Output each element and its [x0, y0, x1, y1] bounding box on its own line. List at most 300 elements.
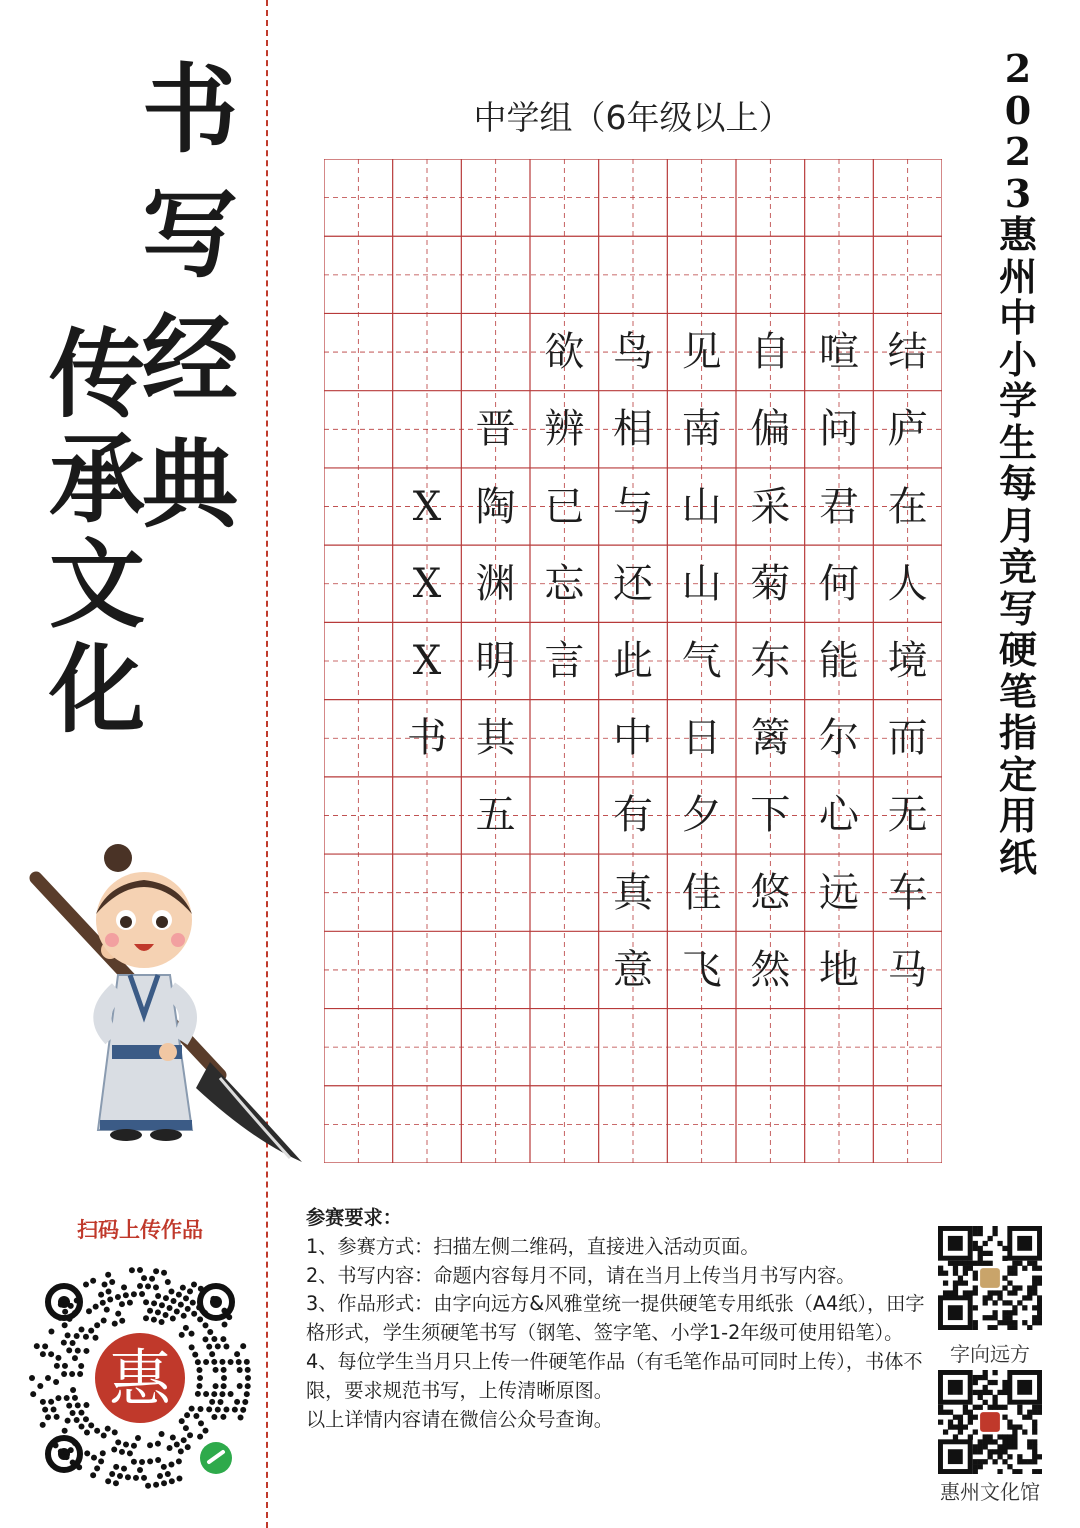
mini-code-dot [232, 1407, 238, 1413]
qr-module [992, 1325, 997, 1330]
mini-code-dot [135, 1435, 141, 1441]
grid-character: 偏 [750, 406, 791, 453]
mini-code-dot [72, 1310, 78, 1316]
mini-code-dot [215, 1343, 221, 1349]
title-char: 惠 [998, 212, 1037, 257]
qr-module [963, 1271, 968, 1276]
grid-character: 悠 [750, 869, 791, 916]
qr-module [1032, 1280, 1037, 1285]
mini-code-dot [102, 1281, 108, 1287]
mini-code-dot [62, 1363, 68, 1369]
qr-module [1007, 1439, 1012, 1444]
mini-code-dot [78, 1424, 84, 1430]
mini-code-dot [192, 1352, 198, 1358]
qr-module [992, 1370, 997, 1375]
qr-module [938, 1410, 943, 1415]
qr-module [978, 1261, 983, 1266]
qr-module [1012, 1261, 1017, 1266]
mini-code-dot [98, 1458, 104, 1464]
mini-code-dot [137, 1267, 143, 1273]
qr-module [978, 1395, 983, 1400]
qr-module [1002, 1444, 1007, 1449]
mini-code-dot [147, 1442, 153, 1448]
qr-module [1032, 1285, 1037, 1290]
qr-module [968, 1290, 973, 1295]
qr-module [1037, 1276, 1042, 1281]
qr-module [963, 1424, 968, 1429]
calligraphy-chuancheng-wenhua [42, 318, 152, 746]
mini-code-dot [55, 1395, 61, 1401]
mini-code-dot [83, 1402, 89, 1408]
callig-char: 承 [49, 423, 145, 536]
mini-code-dot [131, 1459, 137, 1465]
mini-code-dot [222, 1322, 228, 1328]
mini-code-dot [109, 1279, 115, 1285]
qr-module [1007, 1290, 1012, 1295]
mini-code-dot [159, 1431, 165, 1437]
qr-module [963, 1280, 968, 1285]
mini-code-dot [223, 1406, 229, 1412]
qr-module [992, 1226, 997, 1231]
qr-module [988, 1434, 993, 1439]
mini-code-dot [147, 1458, 153, 1464]
qr-module [953, 1290, 958, 1295]
qr-module [938, 1405, 943, 1410]
mini-code-dot [68, 1303, 74, 1309]
qr-module [1007, 1271, 1012, 1276]
mini-code-dot [196, 1367, 202, 1373]
mini-code-dot [178, 1302, 184, 1308]
grid-character: 篱 [750, 715, 791, 762]
qr-finder [1017, 1236, 1032, 1251]
mini-code-dot [202, 1336, 208, 1342]
mini-code-dot [137, 1283, 143, 1289]
mini-code-dot [170, 1435, 176, 1441]
qr-module [992, 1315, 997, 1320]
mini-code-dot [155, 1441, 161, 1447]
mini-code-dot [183, 1425, 189, 1431]
qr-module [1027, 1325, 1032, 1330]
mini-code-dot [191, 1281, 197, 1287]
grid-character: 真 [612, 869, 653, 916]
mini-code-dot [93, 1304, 99, 1310]
mini-code-dot [147, 1308, 153, 1314]
qr-module [983, 1434, 988, 1439]
qr-module [1002, 1285, 1007, 1290]
mini-code-dot [221, 1383, 227, 1389]
mini-code-dot [226, 1314, 232, 1320]
mini-code-dot [161, 1270, 167, 1276]
mini-code-dot [153, 1268, 159, 1274]
qr-module [983, 1385, 988, 1390]
qr-module [1012, 1320, 1017, 1325]
qr-module [978, 1251, 983, 1256]
qr-module [1012, 1434, 1017, 1439]
mini-code-dot [195, 1359, 201, 1365]
qr-module [1022, 1429, 1027, 1434]
grid-character: 采 [750, 483, 791, 530]
qr-module [997, 1295, 1002, 1300]
mini-code-dot [209, 1399, 215, 1405]
mini-code-dot [190, 1300, 196, 1306]
title-char: 学 [998, 378, 1037, 423]
grid-character: 而 [887, 715, 928, 762]
mini-code-dot [236, 1359, 242, 1365]
grid-character: 然 [750, 946, 791, 993]
mini-program-code[interactable] [24, 1262, 256, 1494]
grid-character: 东 [750, 638, 791, 684]
mini-code-dot [217, 1399, 223, 1405]
mini-code-dot [42, 1407, 48, 1413]
qr-module [1002, 1310, 1007, 1315]
qr-logo-badge [980, 1412, 1000, 1432]
qr-module [1007, 1424, 1012, 1429]
mini-code-dot [193, 1413, 199, 1419]
qr-module [1032, 1469, 1037, 1474]
mini-code-dot [74, 1333, 80, 1339]
mini-code-dot [69, 1371, 75, 1377]
mini-code-dot [179, 1418, 185, 1424]
qr-module [1027, 1410, 1032, 1415]
qr-module [992, 1290, 997, 1295]
qr-module [1012, 1285, 1017, 1290]
qr-module [973, 1464, 978, 1469]
mini-code-dot [219, 1391, 225, 1397]
title-char: 指 [998, 710, 1037, 755]
mini-code-dot [178, 1448, 184, 1454]
qr-module [978, 1246, 983, 1251]
grid-character: 见 [681, 329, 722, 376]
grid-character: 何 [818, 560, 859, 607]
title-char: 纸 [998, 834, 1037, 880]
mini-code-dot [195, 1391, 201, 1397]
mini-code-dot [121, 1466, 127, 1472]
qr-module [968, 1261, 973, 1266]
grid-character: 意 [612, 946, 653, 993]
callig-char: 化 [49, 633, 145, 746]
qr-module [997, 1405, 1002, 1410]
mini-code-dot [51, 1406, 57, 1412]
mini-code-dot [240, 1407, 246, 1413]
qr-module [992, 1459, 997, 1464]
qr-module [992, 1380, 997, 1385]
qr-module [983, 1261, 988, 1266]
callig-char: 传 [49, 318, 145, 431]
grid-character: 无 [887, 792, 928, 839]
mini-code-dot [155, 1457, 161, 1463]
qr-module [983, 1300, 988, 1305]
qr-module [973, 1449, 978, 1454]
qr-module [968, 1434, 973, 1439]
grid-character: 山 [681, 560, 722, 607]
qr-module [1002, 1434, 1007, 1439]
mini-code-dot [123, 1292, 129, 1298]
mini-code-dot [40, 1399, 46, 1405]
grid-character: 其 [475, 715, 516, 762]
grid-character: 自 [750, 329, 791, 376]
qr-module [958, 1424, 963, 1429]
qr-module [1032, 1420, 1037, 1425]
mini-code-dot [72, 1395, 78, 1401]
qr-module [968, 1415, 973, 1420]
mini-code-dot [98, 1292, 104, 1298]
qr-module [953, 1261, 958, 1266]
mini-code-dot [196, 1305, 202, 1311]
mini-code-dot [185, 1306, 191, 1312]
mini-code-dot [75, 1348, 81, 1354]
mini-code-dot [127, 1300, 133, 1306]
mini-code-dot [94, 1465, 100, 1471]
mini-code-dot [197, 1375, 203, 1381]
qr-finder [1017, 1380, 1032, 1395]
mini-code-dot [72, 1440, 78, 1446]
qr-finder [948, 1380, 963, 1395]
mini-code-dot [129, 1267, 135, 1273]
title-char: 竞 [998, 544, 1037, 589]
mini-code-dot [88, 1422, 94, 1428]
grid-character: 佳 [681, 869, 722, 916]
qr-module [1037, 1469, 1042, 1474]
qr-module [973, 1459, 978, 1464]
qr-module [948, 1424, 953, 1429]
mini-code-dot [240, 1343, 246, 1349]
mini-code-dot [202, 1428, 208, 1434]
qr-module [973, 1246, 978, 1251]
qr-module [978, 1449, 983, 1454]
grid-character: 晋 [475, 406, 516, 453]
mini-code-dot [62, 1322, 68, 1328]
mini-code-dot [210, 1296, 216, 1302]
mini-code-dot [109, 1471, 115, 1477]
qr-module [988, 1295, 993, 1300]
qr-module [1022, 1320, 1027, 1325]
qr-module [983, 1315, 988, 1320]
title-char: 2 [1004, 46, 1032, 91]
mini-code-dot [161, 1480, 167, 1486]
mini-code-dot [78, 1326, 84, 1332]
qr-module [938, 1271, 943, 1276]
qr-module [938, 1420, 943, 1425]
mini-code-dot [115, 1439, 121, 1445]
mini-code-dot [29, 1375, 35, 1381]
mini-code-dot [48, 1351, 54, 1357]
qr-module [943, 1271, 948, 1276]
grid-character: 尔 [818, 715, 859, 762]
mini-code-dot [57, 1315, 63, 1321]
mini-code-dot [183, 1325, 189, 1331]
qr-module [973, 1405, 978, 1410]
qr-module [1002, 1380, 1007, 1385]
vertical-title [990, 48, 1046, 878]
qr-module [992, 1310, 997, 1315]
qr-module [1032, 1276, 1037, 1281]
title-char: 中 [998, 295, 1037, 340]
mini-code-dot [125, 1474, 131, 1480]
mini-code-dot [141, 1475, 147, 1481]
requirement-line: 2、书写内容：命题内容每月不同，请在当月上传当月书写内容。 [306, 1263, 856, 1287]
qr-finder [948, 1449, 963, 1464]
qr-module [1022, 1305, 1027, 1310]
title-char: 3 [1004, 170, 1032, 216]
qr-module [983, 1400, 988, 1405]
qr-module [1027, 1415, 1032, 1420]
mini-code-dot [123, 1442, 129, 1448]
qr-module [1017, 1261, 1022, 1266]
mini-code-dot [242, 1399, 248, 1405]
title-char: 月 [998, 502, 1037, 548]
mini-code-dot [245, 1383, 251, 1389]
mini-code-dot [74, 1298, 80, 1304]
qr-module [983, 1459, 988, 1464]
qr-module [997, 1454, 1002, 1459]
qr-module [1027, 1261, 1032, 1266]
qr-module [968, 1410, 973, 1415]
mini-code-dot [70, 1410, 76, 1416]
mini-code-dot [197, 1406, 203, 1412]
mini-code-dot [84, 1450, 90, 1456]
title-char: 小 [998, 336, 1037, 382]
mini-code-dot [101, 1317, 107, 1323]
qr-module [1002, 1405, 1007, 1410]
mini-code-dot [78, 1410, 84, 1416]
qr-module [1012, 1266, 1017, 1271]
qr-code-ziyangyuanfang[interactable] [938, 1226, 1042, 1330]
mini-code-dot [94, 1322, 100, 1328]
qr-module [973, 1469, 978, 1474]
qr-module [1002, 1276, 1007, 1281]
mini-code-dot [198, 1420, 204, 1426]
mini-code-dot [54, 1363, 60, 1369]
mini-code-dot [37, 1383, 43, 1389]
mini-code-dot [187, 1432, 193, 1438]
qr-module [992, 1231, 997, 1236]
mini-code-dot [179, 1332, 185, 1338]
mini-code-dot [64, 1395, 70, 1401]
grid-character: 山 [681, 483, 722, 530]
qr-module [1002, 1459, 1007, 1464]
title-char: 写 [998, 585, 1037, 631]
mini-code-dot [106, 1289, 112, 1295]
tianzige-writing-grid [324, 159, 942, 1163]
qr-module [1007, 1444, 1012, 1449]
qr-module [983, 1390, 988, 1395]
qr-module [997, 1290, 1002, 1295]
qr-module [1017, 1300, 1022, 1305]
qr-code-huizhou-culture-center[interactable] [938, 1370, 1042, 1474]
qr-module [1037, 1280, 1042, 1285]
mini-code-dot [215, 1407, 221, 1413]
qr-module [1002, 1300, 1007, 1305]
qr-module [988, 1380, 993, 1385]
qr-module [1022, 1266, 1027, 1271]
mini-code-dot [66, 1403, 72, 1409]
requirements-title: 参赛要求： [306, 1206, 402, 1229]
qr-module [1007, 1320, 1012, 1325]
qr-module [953, 1280, 958, 1285]
qr-module [1017, 1459, 1022, 1464]
qr-module [1027, 1290, 1032, 1295]
qr-module [1017, 1469, 1022, 1474]
mini-code-dot [101, 1433, 107, 1439]
mini-code-dot [70, 1387, 76, 1393]
mini-code-dot [100, 1450, 106, 1456]
mini-code-dot [187, 1288, 193, 1294]
mini-code-dot [211, 1336, 217, 1342]
qr-module [1017, 1410, 1022, 1415]
mini-code-dot [165, 1279, 171, 1285]
mini-code-dot [62, 1309, 68, 1315]
qr-module [948, 1290, 953, 1295]
mini-code-dot [83, 1281, 89, 1287]
qr-finder [948, 1236, 963, 1251]
mini-code-dot [55, 1355, 61, 1361]
qr-module [1002, 1390, 1007, 1395]
qr-module [978, 1459, 983, 1464]
qr-module [958, 1429, 963, 1434]
grid-character: 相 [612, 406, 653, 453]
qr-module [953, 1266, 958, 1271]
mini-code-dot [119, 1301, 125, 1307]
qr-module [968, 1420, 973, 1425]
mini-code-dot [221, 1375, 227, 1381]
mini-code-dot [237, 1367, 243, 1373]
mini-code-dot [151, 1300, 157, 1306]
qr-module [1002, 1315, 1007, 1320]
mini-code-dot [176, 1458, 182, 1464]
callig-char: 书 [142, 53, 238, 166]
mini-code-dot [83, 1348, 89, 1354]
mini-code-center-char: 惠 [108, 1342, 172, 1415]
qr-module [992, 1395, 997, 1400]
qr-module [988, 1449, 993, 1454]
qr-module [1037, 1320, 1042, 1325]
mini-code-dot [48, 1399, 54, 1405]
mini-code-dot [40, 1351, 46, 1357]
qr-module [1007, 1280, 1012, 1285]
qr-module [1027, 1459, 1032, 1464]
qr-module [988, 1261, 993, 1266]
qr-module [958, 1420, 963, 1425]
qr-module [1007, 1454, 1012, 1459]
grid-character: X [412, 483, 442, 530]
mini-code-dot [168, 1289, 174, 1295]
mini-code-dot [83, 1416, 89, 1422]
callig-char: 写 [142, 178, 238, 291]
mini-code-dot [112, 1321, 118, 1327]
mini-code-dot [58, 1302, 64, 1308]
qr-module [953, 1424, 958, 1429]
qr-module [988, 1454, 993, 1459]
qr-module [1017, 1424, 1022, 1429]
qr-module [948, 1261, 953, 1266]
qr-module [973, 1276, 978, 1281]
qr-module [1032, 1320, 1037, 1325]
qr-module [1007, 1315, 1012, 1320]
mini-code-dot [72, 1355, 78, 1361]
qr-module [983, 1370, 988, 1375]
qr-module [973, 1231, 978, 1236]
qr-module [973, 1271, 978, 1276]
mini-code-dot [58, 1448, 64, 1454]
mini-code-dot [112, 1429, 118, 1435]
qr-module [1012, 1469, 1017, 1474]
mini-code-dot [86, 1308, 92, 1314]
grid-character: 书 [406, 715, 447, 762]
mini-code-dot [145, 1483, 151, 1489]
qr-module [1032, 1261, 1037, 1266]
qr-module [1012, 1290, 1017, 1295]
grid-character: X [412, 638, 442, 684]
